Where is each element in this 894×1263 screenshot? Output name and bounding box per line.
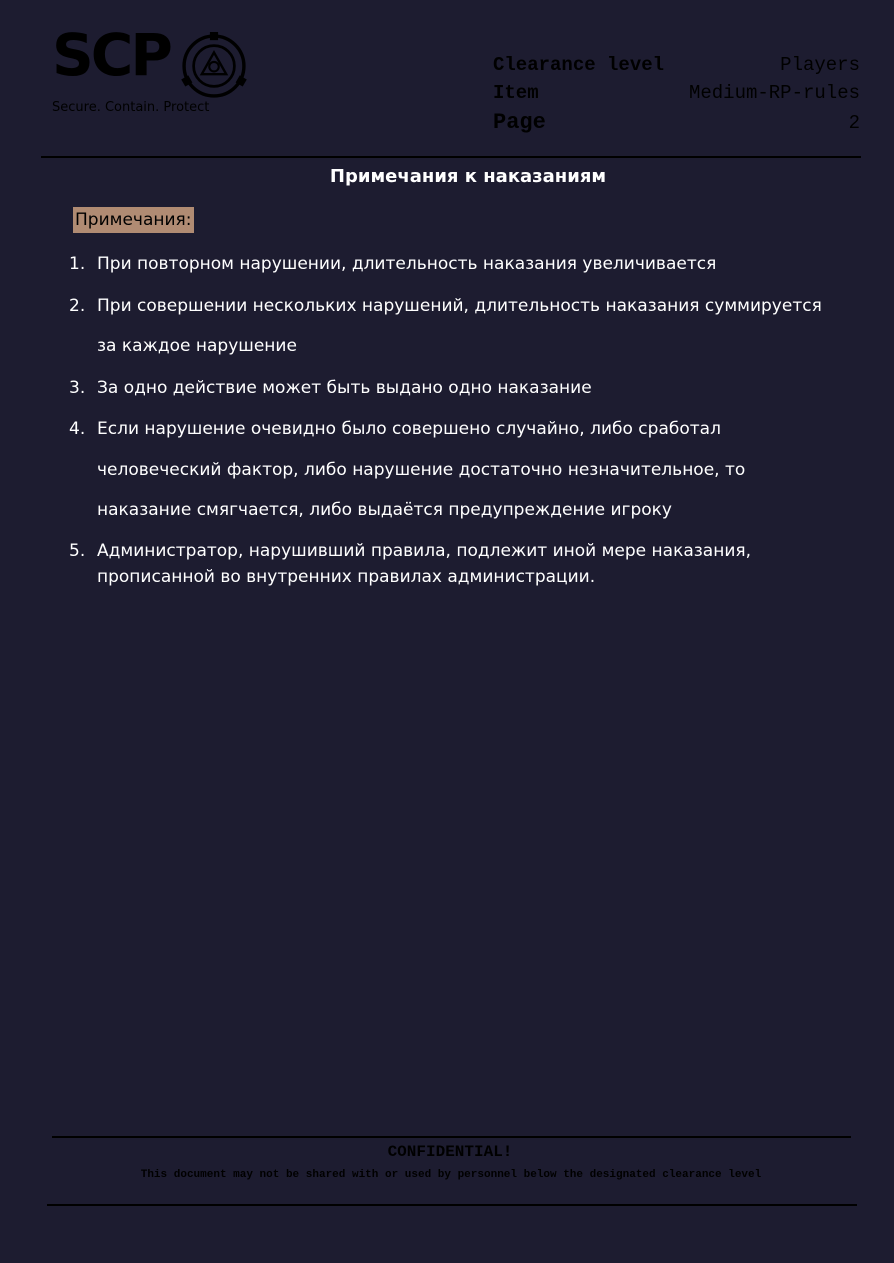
list-item: [60, 368, 860, 409]
scp-foundation-emblem-icon: [180, 32, 248, 100]
info-value: 2: [848, 112, 860, 134]
list-item-text: Если нарушение очевидно было совершено случайно, либо сработал: [97, 419, 721, 439]
list-item-number: 1.: [69, 254, 86, 274]
list-item-number: 2.: [69, 295, 86, 316]
list-item: [60, 244, 860, 285]
disclaimer-text: This document may not be shared with or used by personnel below the designated clearance level: [140, 1169, 762, 1181]
info-value: Players: [780, 54, 860, 76]
info-key: Page: [493, 110, 546, 135]
info-row-page: [493, 110, 860, 138]
list-item-text: За одно действие может быть выдано одно наказание: [97, 377, 592, 398]
info-value: Medium-RP-rules: [688, 82, 860, 104]
list-item-text: При совершении нескольких нарушений, длительность наказания суммируется: [97, 295, 822, 316]
scp-logo: [52, 21, 257, 118]
list-item-number: 5.: [69, 540, 86, 561]
logo-text: SCP: [52, 21, 170, 89]
footer-divider-bottom: [47, 1204, 857, 1206]
list-item-number: 3.: [69, 377, 86, 398]
header-divider: [41, 156, 861, 158]
list-item: [60, 409, 860, 531]
list-item-number: 4.: [69, 419, 86, 439]
list-item-text: за каждое нарушение: [97, 336, 297, 356]
list-item-text: прописанной во внутренних правилах администрации.: [97, 566, 596, 587]
logo-tagline: Secure. Contain. Protect: [52, 100, 210, 115]
list-item-text: наказание смягчается, либо выдаётся предупреждение игроку: [97, 500, 672, 520]
list-item-text: человеческий фактор, либо нарушение достаточно незначительное, то: [97, 459, 746, 480]
page-title: Примечания к наказаниям: [329, 166, 607, 187]
confidential-stamp: CONFIDENTIAL!: [387, 1143, 513, 1161]
info-row-item: [493, 82, 860, 110]
notes-list: [60, 244, 860, 591]
notes-label: Примечания:: [73, 207, 194, 233]
list-item-text: Администратор, нарушивший правила, подлежит иной мере наказания,: [97, 540, 752, 561]
list-item: [60, 538, 860, 590]
list-item-text: При повторном нарушении, длительность наказания увеличивается: [97, 254, 717, 274]
info-key: Item: [493, 82, 539, 104]
list-item: [60, 286, 860, 367]
document-info-table: [493, 54, 860, 138]
info-row-clearance: [493, 54, 860, 82]
footer-divider-top: [52, 1136, 851, 1138]
info-key: Clearance level: [493, 54, 665, 76]
